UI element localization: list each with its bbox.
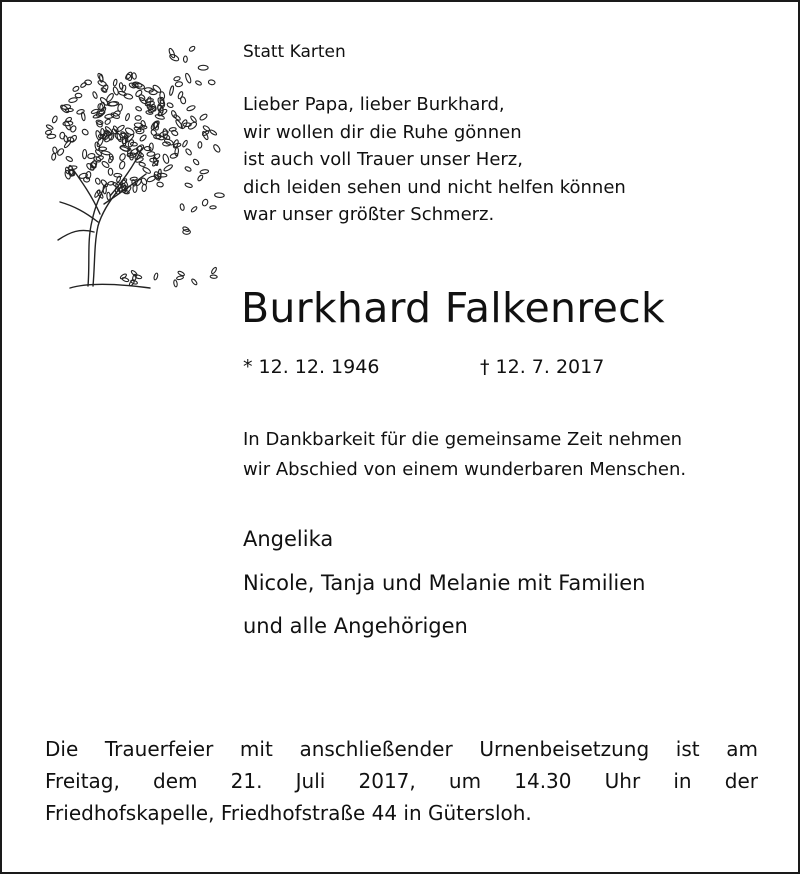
mourners-list (243, 518, 645, 649)
poem-line: war unser größter Schmerz. (243, 204, 495, 225)
funeral-information (45, 733, 758, 829)
deceased-name: Burkhard Falkenreck (241, 284, 666, 332)
gratitude-line: wir Abschied von einem wunderbaren Menschen. (243, 459, 687, 480)
mourner-line: Nicole, Tanja und Melanie mit Familien (243, 570, 646, 595)
poem-line: ist auch voll Trauer unser Herz, (243, 149, 523, 170)
poem-line: dich leiden sehen und nicht helfen können (243, 176, 626, 198)
mourner-line: und alle Angehörigen (243, 614, 468, 638)
birth-date: * 12. 12. 1946 (243, 356, 380, 378)
funeral-line: Freitag, dem 21. Juli 2017, um 14.30 Uhr in der (45, 769, 758, 793)
intro-text: Statt Karten (243, 42, 346, 62)
gratitude-line: In Dankbarkeit für die gemeinsame Zeit nehmen (243, 429, 683, 450)
funeral-line: Die Trauerfeier mit anschließender Urnenbeisetzung ist am (45, 737, 758, 761)
tree-with-blowing-leaves-icon (30, 36, 230, 296)
poem (243, 91, 626, 229)
death-date: † 12. 7. 2017 (480, 356, 605, 378)
gratitude-text (243, 425, 686, 485)
mourner-line: Angelika (243, 527, 334, 551)
poem-line: wir wollen dir die Ruhe gönnen (243, 121, 522, 143)
funeral-line: Friedhofskapelle, Friedhofstraße 44 in Gütersloh. (45, 801, 532, 825)
poem-line: Lieber Papa, lieber Burkhard, (243, 94, 505, 115)
